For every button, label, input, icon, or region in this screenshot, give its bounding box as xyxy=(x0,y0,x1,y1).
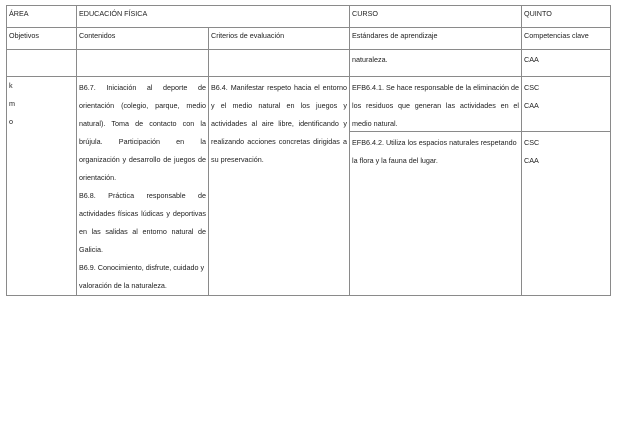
competencia-code: CSC xyxy=(524,83,540,92)
contenidos-cell xyxy=(77,77,209,296)
column-contenidos: Contenidos xyxy=(77,28,209,50)
content-row xyxy=(7,77,611,296)
criterio-text: B6.4. Manifestar respeto hacia el entorno y el medio natural en los juegos y actividades al aire libre, identificando y realizando acciones concretas dirigidas a su preservación. xyxy=(211,83,348,164)
objetivos-cell xyxy=(7,77,77,296)
continuation-competencia: CAA xyxy=(522,50,611,77)
contenido-item: B6.9. Conocimiento, disfrute, cuidado y valoración de la naturaleza. xyxy=(79,263,205,290)
column-competencias: Competencias clave xyxy=(522,28,611,50)
column-estandares: Estándares de aprendizaje xyxy=(350,28,522,50)
competencia-code: CAA xyxy=(524,156,539,165)
contenido-item: B6.8. Práctica responsable de actividades físicas lúdicas y deportivas en las salidas al entorno natural de Galicia. xyxy=(79,191,206,254)
objetivo-item: o xyxy=(9,117,13,126)
area-label: ÁREA xyxy=(7,6,77,28)
competencia-code: CAA xyxy=(524,101,539,110)
objetivo-item: k xyxy=(9,81,13,90)
column-header-row xyxy=(7,28,611,50)
competencias-group xyxy=(522,77,610,132)
competencias-group xyxy=(524,132,608,170)
estandar-item: EFB6.4.2. Utiliza los espacios naturales respetando la flora y la fauna del lugar. xyxy=(352,138,517,165)
estandar-item: EFB6.4.1. Se hace responsable de la eliminación de los residuos que generan las actividades en el medio natural. xyxy=(350,77,521,132)
area-value: EDUCACIÓN FÍSICA xyxy=(77,6,350,28)
column-criterios: Criterios de evaluación xyxy=(209,28,350,50)
continuation-row xyxy=(7,50,611,77)
course-value: QUINTO xyxy=(522,6,611,28)
course-label: CURSO xyxy=(350,6,522,28)
header-row xyxy=(7,6,611,28)
curriculum-table xyxy=(6,5,611,296)
continuation-estandar: naturaleza. xyxy=(350,50,522,77)
contenido-item: B6.7. Iniciación al deporte de orientación (colegio, parque, medio natural). Toma de contacto con la brújula. Participación en la organización y desarrollo de juegos de orientación. xyxy=(79,83,206,182)
estandares-cell xyxy=(350,77,522,296)
column-objetivos: Objetivos xyxy=(7,28,77,50)
competencia-code: CSC xyxy=(524,138,540,147)
competencias-cell xyxy=(522,77,611,296)
criterio-cell xyxy=(209,77,350,296)
objetivo-item: m xyxy=(9,99,15,108)
